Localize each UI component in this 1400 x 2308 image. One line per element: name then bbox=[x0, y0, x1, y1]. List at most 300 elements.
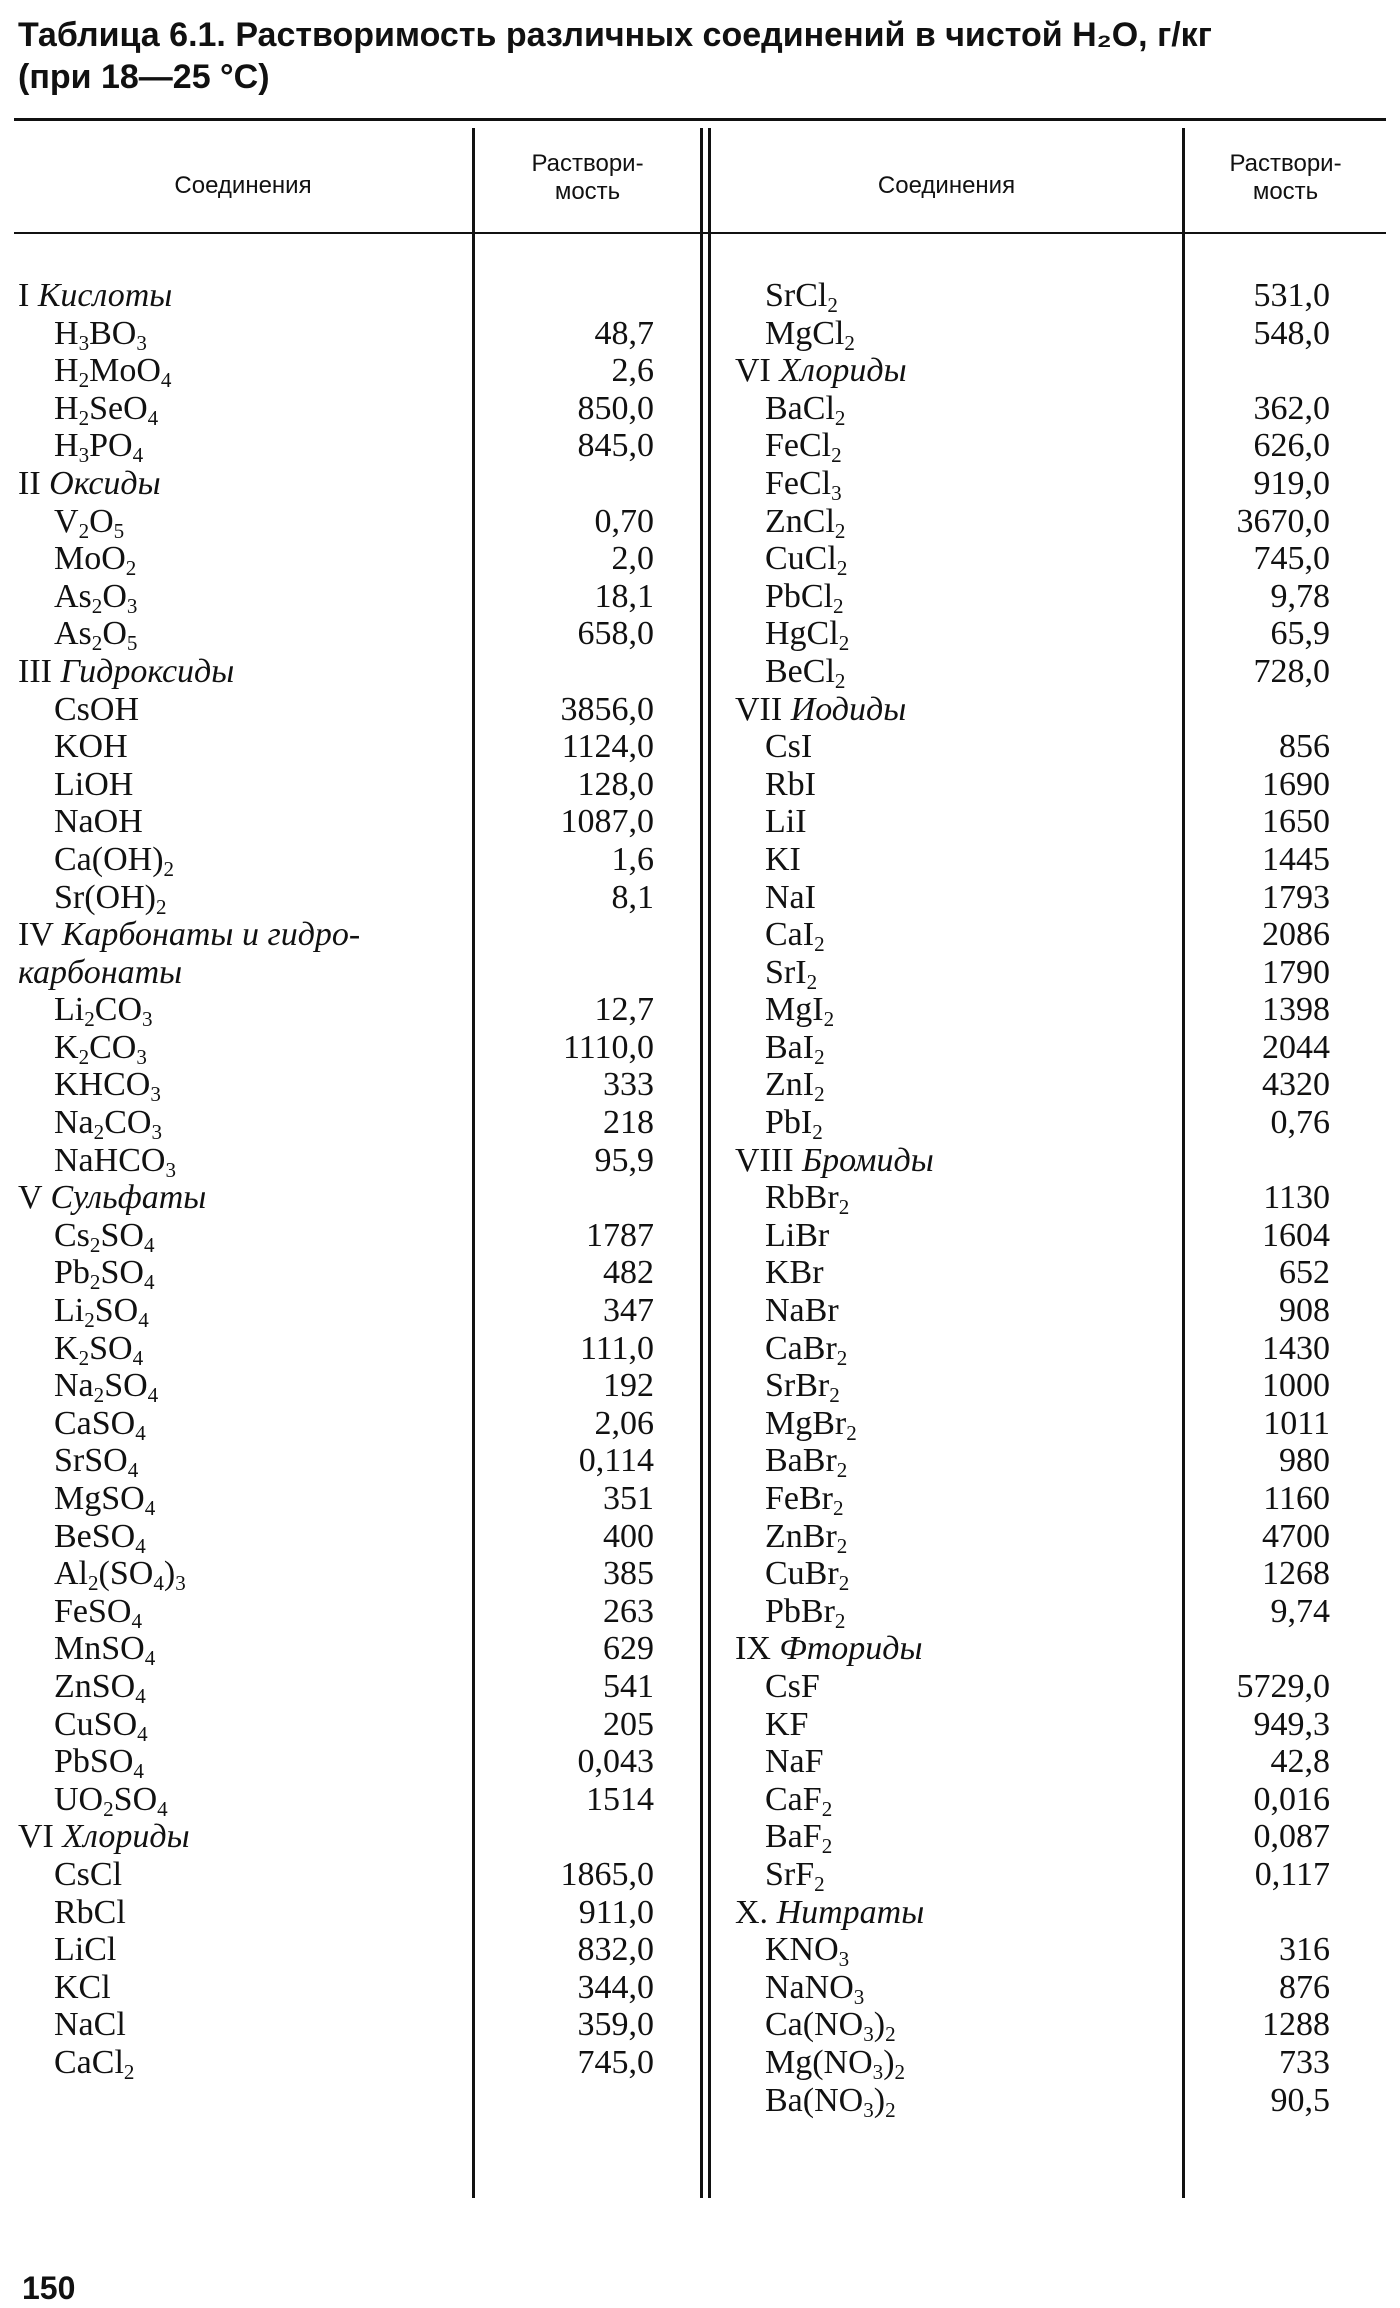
group-header bbox=[14, 465, 700, 503]
table-row bbox=[14, 803, 700, 841]
group-header bbox=[711, 1894, 1386, 1932]
group-header bbox=[14, 1818, 700, 1856]
group-number: II bbox=[18, 464, 50, 502]
header-solubility-line1: Раствори- bbox=[1229, 150, 1342, 177]
compound-name: $Al_2(SO_4)_3$ bbox=[54, 1555, 186, 1596]
solubility-value: 0,117 bbox=[1254, 1855, 1330, 1893]
table-row bbox=[14, 352, 700, 393]
table-row bbox=[14, 615, 700, 656]
compound-name: BaCl$_2$ bbox=[765, 389, 846, 430]
solubility-value: 728,0 bbox=[1253, 652, 1330, 690]
solubility-value: 1604 bbox=[1262, 1216, 1330, 1254]
table-row bbox=[711, 1706, 1386, 1744]
group-label bbox=[18, 465, 161, 503]
solubility-value: 745,0 bbox=[577, 2043, 654, 2081]
table-row bbox=[14, 1442, 700, 1483]
solubility-value: 0,114 bbox=[578, 1442, 654, 1480]
table-row bbox=[711, 1179, 1386, 1220]
header-solubility-line2: мость bbox=[554, 178, 621, 205]
group-header bbox=[14, 954, 700, 992]
compound-name: CuBr$_2$ bbox=[765, 1555, 850, 1596]
solubility-value: 658,0 bbox=[577, 615, 654, 653]
solubility-value: 482 bbox=[603, 1254, 654, 1292]
solubility-value: 1865,0 bbox=[560, 1855, 654, 1893]
table-row bbox=[14, 2044, 700, 2082]
compound-name: BeCl$_2$ bbox=[765, 652, 846, 693]
compound-name: NaI bbox=[765, 878, 816, 916]
table-row bbox=[14, 1518, 700, 1556]
group-number: III bbox=[18, 652, 61, 690]
table-row bbox=[711, 315, 1386, 353]
compound-name: KBr bbox=[765, 1254, 824, 1292]
compound-name: NaBr bbox=[765, 1292, 839, 1330]
compound-name: SrBr$_2$ bbox=[765, 1367, 840, 1408]
group-number: VI bbox=[735, 352, 780, 390]
solubility-value: 1430 bbox=[1262, 1329, 1330, 1367]
group-number: VIII bbox=[735, 1141, 803, 1179]
solubility-value: 4700 bbox=[1262, 1517, 1330, 1555]
solubility-value: 18,1 bbox=[594, 577, 654, 615]
compound-name: $Sr(OH)_2$ bbox=[54, 878, 167, 919]
group-title: Фториды bbox=[779, 1630, 923, 1668]
group-number: X. bbox=[735, 1893, 777, 1931]
table-row bbox=[14, 1969, 700, 2007]
solubility-value: 359,0 bbox=[577, 2006, 654, 2044]
compound-name: $Li_2SO_4$ bbox=[54, 1292, 149, 1332]
compound-name: CaSO$_4$ bbox=[54, 1404, 146, 1445]
compound-name: ZnI$_2$ bbox=[765, 1066, 825, 1107]
compound-name: $H_2MoO_4$ bbox=[54, 352, 172, 393]
solubility-value: 2044 bbox=[1262, 1028, 1330, 1066]
compound-name: FeSO$_4$ bbox=[54, 1592, 143, 1633]
compound-name: CsCl bbox=[54, 1855, 123, 1893]
table-row bbox=[711, 1367, 1386, 1408]
solubility-value: 949,3 bbox=[1253, 1705, 1330, 1743]
solubility-value: 876 bbox=[1279, 1968, 1330, 2006]
compound-name: $K_2CO_3$ bbox=[54, 1028, 147, 1069]
caption-line-1: Таблица 6.1. Растворимость различных соединений в чистой H₂O, г/кг bbox=[18, 16, 1212, 54]
table-row bbox=[711, 1668, 1386, 1706]
header-solubility-line2: мость bbox=[1252, 178, 1319, 205]
compound-name: $KNO_3$ bbox=[765, 1931, 850, 1972]
table-row bbox=[14, 1743, 700, 1784]
compound-name: $Mg(NO_3)_2$ bbox=[765, 2043, 906, 2084]
group-number: IX bbox=[735, 1630, 780, 1668]
solubility-value: 1110,0 bbox=[563, 1028, 654, 1066]
group-label bbox=[18, 916, 360, 954]
solubility-value: 745,0 bbox=[1253, 540, 1330, 578]
group-header bbox=[711, 1142, 1386, 1180]
compound-name: $Ca(OH)_2$ bbox=[54, 840, 175, 881]
compound-name: CaI$_2$ bbox=[765, 916, 825, 956]
header-solubility-line1: Раствори- bbox=[531, 150, 644, 177]
compound-name: LiOH bbox=[54, 765, 134, 803]
compound-name: PbCl$_2$ bbox=[765, 577, 844, 618]
table-row bbox=[711, 2006, 1386, 2047]
solubility-value: 4320 bbox=[1262, 1066, 1330, 1104]
table-row bbox=[14, 1781, 700, 1819]
solubility-value: 1445 bbox=[1262, 840, 1330, 878]
table-row bbox=[711, 1555, 1386, 1596]
group-title: Хлориды bbox=[779, 352, 907, 390]
compound-name: BaF$_2$ bbox=[765, 1818, 833, 1859]
compound-name: RbCl bbox=[54, 1893, 126, 1931]
solubility-value: 548,0 bbox=[1253, 314, 1330, 352]
table-row bbox=[14, 1330, 700, 1368]
table-row bbox=[14, 1142, 700, 1180]
table-row bbox=[711, 728, 1386, 766]
group-title: Гидроксиды bbox=[60, 652, 235, 690]
compound-name: FeCl$_2$ bbox=[765, 427, 842, 468]
group-label bbox=[18, 277, 172, 315]
compound-name: BaBr$_2$ bbox=[765, 1442, 848, 1483]
compound-name: KF bbox=[765, 1705, 809, 1743]
group-number: V bbox=[18, 1179, 51, 1217]
solubility-value: 2086 bbox=[1262, 916, 1330, 954]
solubility-value: 908 bbox=[1279, 1292, 1330, 1330]
compound-name: CsOH bbox=[54, 690, 140, 728]
solubility-value: 626,0 bbox=[1253, 427, 1330, 465]
solubility-value: 980 bbox=[1279, 1442, 1330, 1480]
compound-name: HgCl$_2$ bbox=[765, 615, 850, 656]
table-row bbox=[14, 1254, 700, 1295]
header-compound-right: Соединения bbox=[877, 172, 1016, 199]
group-title: Хлориды bbox=[62, 1818, 190, 1856]
compound-name: MgSO$_4$ bbox=[54, 1480, 156, 1520]
solubility-value: 1268 bbox=[1262, 1555, 1330, 1593]
compound-name: RbBr$_2$ bbox=[765, 1179, 850, 1220]
compound-name: $As_2O_3$ bbox=[54, 577, 138, 618]
compound-name: MgBr$_2$ bbox=[765, 1404, 857, 1445]
group-number: I bbox=[18, 277, 38, 314]
group-label bbox=[735, 1142, 934, 1180]
solubility-value: 263 bbox=[603, 1592, 654, 1630]
table-row bbox=[711, 653, 1386, 691]
table-row bbox=[14, 991, 700, 1032]
table-row bbox=[711, 1781, 1386, 1819]
compound-name: $Na_2SO_4$ bbox=[54, 1367, 159, 1408]
solubility-value: 1130 bbox=[1263, 1179, 1330, 1217]
table-row bbox=[14, 1706, 700, 1744]
solubility-value: 351 bbox=[603, 1480, 654, 1517]
solubility-value: 42,8 bbox=[1270, 1743, 1330, 1781]
group-header bbox=[14, 1179, 700, 1217]
table-row bbox=[14, 1894, 700, 1932]
solubility-value: 347 bbox=[603, 1292, 654, 1330]
solubility-value: 385 bbox=[603, 1555, 654, 1593]
table-row bbox=[711, 1480, 1386, 1518]
compound-name: ZnCl$_2$ bbox=[765, 502, 846, 543]
compound-name: $V_2O_5$ bbox=[54, 502, 125, 543]
group-label bbox=[735, 352, 907, 390]
solubility-value: 1690 bbox=[1262, 765, 1330, 803]
right-column bbox=[711, 277, 1386, 2122]
table-row bbox=[711, 879, 1386, 917]
solubility-value: 205 bbox=[603, 1705, 654, 1743]
compound-name: LiI bbox=[765, 803, 807, 841]
solubility-value: 362,0 bbox=[1253, 389, 1330, 427]
table-row bbox=[14, 1367, 700, 1408]
solubility-value: 5729,0 bbox=[1236, 1667, 1330, 1705]
table-row bbox=[711, 1442, 1386, 1483]
table-row bbox=[711, 1292, 1386, 1330]
compound-name: $H_3PO_4$ bbox=[54, 427, 144, 468]
group-label bbox=[18, 954, 182, 992]
table-row bbox=[711, 1818, 1386, 1859]
group-number: IV bbox=[18, 916, 62, 954]
column-divider-middle-a bbox=[700, 128, 703, 2198]
solubility-value: 1087,0 bbox=[560, 803, 654, 841]
table-row bbox=[711, 427, 1386, 468]
group-title: Карбонаты и гидро- bbox=[61, 916, 361, 954]
table-row bbox=[711, 390, 1386, 428]
table-row bbox=[14, 1856, 700, 1894]
group-title: Сульфаты bbox=[50, 1179, 207, 1217]
solubility-value: 2,06 bbox=[594, 1404, 654, 1442]
compound-name: NaOH bbox=[54, 803, 143, 841]
solubility-value: 850,0 bbox=[577, 389, 654, 427]
compound-name: BeSO$_4$ bbox=[54, 1517, 146, 1558]
table-row bbox=[711, 2082, 1386, 2120]
solubility-value: 1514 bbox=[586, 1780, 654, 1818]
table-row bbox=[711, 1254, 1386, 1292]
table-row bbox=[14, 427, 700, 468]
table-row bbox=[14, 2006, 700, 2044]
compound-name: BaI$_2$ bbox=[765, 1028, 825, 1069]
table-row bbox=[14, 503, 700, 541]
table-caption bbox=[18, 14, 1388, 98]
compound-name: FeCl$_3$ bbox=[765, 464, 842, 505]
compound-name: ZnSO$_4$ bbox=[54, 1667, 146, 1708]
group-header bbox=[711, 352, 1386, 390]
solubility-value: 1398 bbox=[1262, 991, 1330, 1029]
table-row bbox=[711, 1405, 1386, 1443]
solubility-value: 856 bbox=[1279, 728, 1330, 766]
table-row bbox=[14, 1555, 700, 1596]
solubility-value: 8,1 bbox=[611, 878, 654, 916]
table-row bbox=[711, 991, 1386, 1032]
solubility-value: 845,0 bbox=[577, 427, 654, 465]
solubility-value: 0,76 bbox=[1270, 1104, 1330, 1142]
table-row bbox=[14, 1217, 700, 1255]
compound-name: NaHCO$_3$ bbox=[54, 1141, 176, 1182]
group-title: Бромиды bbox=[802, 1141, 934, 1179]
compound-name: SrSO$_4$ bbox=[54, 1442, 139, 1483]
compound-name: FeBr$_2$ bbox=[765, 1480, 844, 1520]
group-title: Иодиды bbox=[790, 690, 907, 728]
group-label bbox=[735, 1894, 924, 1932]
table-row bbox=[14, 390, 700, 428]
table-row bbox=[14, 1480, 700, 1518]
solubility-value: 0,087 bbox=[1253, 1818, 1330, 1856]
table-row bbox=[711, 1593, 1386, 1631]
header-solubility-left bbox=[475, 150, 700, 206]
solubility-value: 3856,0 bbox=[560, 690, 654, 728]
solubility-value: 192 bbox=[603, 1367, 654, 1405]
table-row bbox=[14, 841, 700, 879]
solubility-value: 3670,0 bbox=[1236, 502, 1330, 540]
compound-name: RbI bbox=[765, 765, 816, 803]
group-title: Кислоты bbox=[37, 277, 173, 314]
compound-name: $As_2O_5$ bbox=[54, 615, 138, 656]
caption-line-2: (при 18—25 °C) bbox=[18, 58, 270, 96]
compound-name: KCl bbox=[54, 1968, 111, 2006]
solubility-value: 9,74 bbox=[1270, 1592, 1330, 1630]
table-row bbox=[711, 1104, 1386, 1142]
solubility-value: 911,0 bbox=[578, 1893, 654, 1931]
table-row bbox=[14, 1405, 700, 1443]
compound-name: LiBr bbox=[765, 1216, 830, 1254]
compound-name: KI bbox=[765, 840, 801, 878]
table-row bbox=[711, 1743, 1386, 1781]
table-row bbox=[14, 578, 700, 616]
solubility-value: 541 bbox=[603, 1667, 654, 1705]
group-header bbox=[711, 691, 1386, 729]
solubility-value: 316 bbox=[1279, 1931, 1330, 1969]
solubility-value: 2,0 bbox=[611, 540, 654, 578]
compound-name: NaCl bbox=[54, 2006, 126, 2044]
solubility-value: 128,0 bbox=[577, 765, 654, 803]
compound-name: CaCl$_2$ bbox=[54, 2043, 135, 2084]
solubility-value: 1787 bbox=[586, 1216, 654, 1254]
table-row bbox=[14, 1292, 700, 1330]
compound-name: $Li_2CO_3$ bbox=[54, 991, 153, 1032]
solubility-value: 400 bbox=[603, 1517, 654, 1555]
compound-name: $H_2SeO_4$ bbox=[54, 389, 159, 430]
compound-name: PbSO$_4$ bbox=[54, 1743, 144, 1784]
table-row bbox=[711, 1066, 1386, 1107]
group-header bbox=[711, 1630, 1386, 1668]
table-row bbox=[14, 1104, 700, 1142]
group-label bbox=[735, 691, 906, 729]
table-row bbox=[14, 728, 700, 766]
group-label bbox=[18, 653, 234, 691]
solubility-value: 218 bbox=[603, 1104, 654, 1142]
compound-name: CuSO$_4$ bbox=[54, 1705, 148, 1746]
solubility-value: 1288 bbox=[1262, 2006, 1330, 2044]
compound-name: $Ca(NO_3)_2$ bbox=[765, 2006, 896, 2047]
table-row bbox=[711, 954, 1386, 992]
solubility-value: 919,0 bbox=[1253, 464, 1330, 502]
table-row bbox=[711, 578, 1386, 616]
solubility-value: 652 bbox=[1279, 1254, 1330, 1292]
solubility-value: 333 bbox=[603, 1066, 654, 1104]
compound-name: CaBr$_2$ bbox=[765, 1329, 848, 1370]
solubility-value: 1650 bbox=[1262, 803, 1330, 841]
group-header bbox=[14, 916, 700, 954]
table-row bbox=[711, 1330, 1386, 1368]
table-row bbox=[711, 503, 1386, 541]
table-row bbox=[14, 1029, 700, 1067]
table-row bbox=[711, 766, 1386, 804]
table-row bbox=[14, 691, 700, 729]
table-row bbox=[711, 1931, 1386, 1972]
compound-name: $Na_2CO_3$ bbox=[54, 1104, 162, 1144]
compound-name: LiCl bbox=[54, 1931, 117, 1969]
table-row bbox=[14, 315, 700, 353]
header-solubility-right bbox=[1185, 150, 1386, 206]
compound-name: $Ba(NO_3)_2$ bbox=[765, 2081, 896, 2122]
compound-name: $UO_2SO_4$ bbox=[54, 1780, 168, 1821]
solubility-value: 9,78 bbox=[1270, 577, 1330, 615]
compound-name: SrF$_2$ bbox=[765, 1855, 825, 1896]
page-number: 150 bbox=[22, 2270, 76, 2306]
compound-name: $H_3BO_3$ bbox=[54, 314, 147, 355]
compound-name: MoO$_2$ bbox=[54, 540, 137, 581]
table-row bbox=[711, 540, 1386, 581]
solubility-value: 1160 bbox=[1263, 1480, 1330, 1517]
top-rule bbox=[14, 118, 1386, 121]
compound-name: PbI$_2$ bbox=[765, 1104, 823, 1144]
solubility-value: 1124,0 bbox=[561, 728, 654, 766]
group-label bbox=[18, 1818, 190, 1856]
solubility-value: 1,6 bbox=[611, 840, 654, 878]
table-row bbox=[711, 1856, 1386, 1894]
solubility-value: 531,0 bbox=[1253, 277, 1330, 314]
compound-name: $KHCO_3$ bbox=[54, 1066, 161, 1107]
compound-name: ZnBr$_2$ bbox=[765, 1517, 848, 1558]
solubility-value: 0,70 bbox=[594, 502, 654, 540]
compound-name: $Cs_2SO_4$ bbox=[54, 1216, 155, 1257]
solubility-value: 629 bbox=[603, 1630, 654, 1668]
compound-name: NaNO$_3$ bbox=[765, 1968, 865, 2009]
table-row bbox=[14, 1931, 700, 1969]
group-title: Оксиды bbox=[49, 464, 161, 502]
solubility-value: 1011 bbox=[1263, 1404, 1330, 1442]
group-number: VII bbox=[735, 690, 791, 728]
solubility-value: 832,0 bbox=[577, 1931, 654, 1969]
group-label bbox=[735, 1630, 923, 1668]
solubility-value: 733 bbox=[1279, 2043, 1330, 2081]
table-row bbox=[711, 2044, 1386, 2082]
table-row bbox=[711, 1029, 1386, 1067]
group-number: VI bbox=[18, 1818, 63, 1856]
table-row bbox=[711, 1217, 1386, 1255]
solubility-value: 95,9 bbox=[594, 1141, 654, 1179]
table-row bbox=[711, 465, 1386, 503]
group-header bbox=[14, 653, 700, 691]
solubility-value: 2,6 bbox=[611, 352, 654, 390]
group-title: карбонаты bbox=[18, 953, 183, 991]
solubility-value: 1790 bbox=[1262, 953, 1330, 991]
table-row bbox=[14, 540, 700, 581]
solubility-value: 90,5 bbox=[1270, 2081, 1330, 2119]
compound-name: CaF$_2$ bbox=[765, 1780, 833, 1821]
table-row bbox=[14, 1593, 700, 1631]
solubility-value: 1793 bbox=[1262, 878, 1330, 916]
compound-name: NaF bbox=[765, 1743, 824, 1781]
compound-name: $Pb_2SO_4$ bbox=[54, 1254, 155, 1295]
solubility-value: 48,7 bbox=[594, 314, 654, 352]
compound-name: CsI bbox=[765, 728, 813, 766]
table-row bbox=[14, 879, 700, 917]
compound-name: SrI$_2$ bbox=[765, 953, 818, 994]
table-row bbox=[14, 1668, 700, 1706]
compound-name: CuCl$_2$ bbox=[765, 540, 848, 581]
compound-name: MgCl$_2$ bbox=[765, 314, 855, 355]
solubility-value: 344,0 bbox=[577, 1968, 654, 2006]
table-row bbox=[711, 1518, 1386, 1556]
table-row bbox=[711, 277, 1386, 315]
table-row bbox=[711, 841, 1386, 879]
compound-name: MgI$_2$ bbox=[765, 991, 835, 1032]
compound-name: PbBr$_2$ bbox=[765, 1592, 846, 1633]
table-row bbox=[711, 1969, 1386, 2007]
solubility-value: 0,016 bbox=[1253, 1780, 1330, 1818]
solubility-value: 1000 bbox=[1262, 1367, 1330, 1405]
solubility-value: 111,0 bbox=[580, 1329, 654, 1367]
compound-name: CsF bbox=[765, 1667, 820, 1705]
